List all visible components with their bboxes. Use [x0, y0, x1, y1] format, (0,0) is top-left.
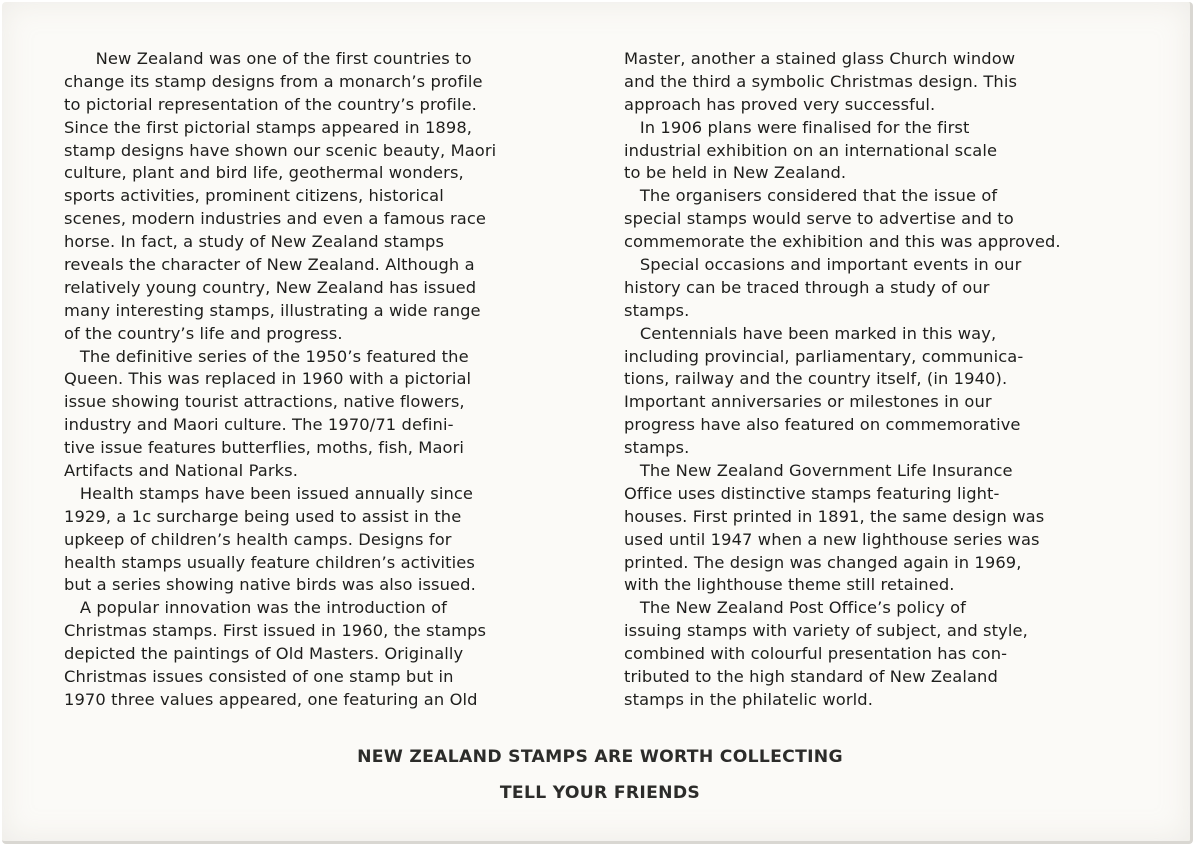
text-line: combined with colourful presentation has con- — [624, 644, 1008, 664]
text-line: tive issue features butterflies, moths, fish, Maori — [64, 438, 464, 458]
text-line: printed. The design was changed again in 1969, — [624, 552, 1022, 572]
text-line: industrial exhibition on an international scale — [624, 140, 998, 160]
text-line: sports activities, prominent citizens, historical — [64, 186, 444, 206]
text-line: Health stamps have been issued annually since — [64, 483, 474, 503]
text-line: industry and Maori culture. The 1970/71 defini- — [64, 415, 454, 435]
text-line: Special occasions and important events in our — [624, 255, 1022, 275]
text-line: many interesting stamps, illustrating a wide range — [64, 300, 481, 320]
text-line: The New Zealand Government Life Insurance — [624, 461, 1013, 481]
text-line: commemorate the exhibition and this was approved. — [624, 232, 1061, 252]
text-line: The New Zealand Post Office’s policy of — [624, 598, 966, 618]
slogan-line-2: TELL YOUR FRIENDS — [499, 783, 701, 803]
text-line: Christmas stamps. First issued in 1960, the stamps — [64, 621, 487, 641]
text-line: Queen. This was replaced in 1960 with a pictorial — [64, 369, 472, 389]
text-line: progress have also featured on commemorative — [624, 415, 1021, 435]
text-line: horse. In fact, a study of New Zealand stamps — [64, 232, 445, 252]
text-line: to pictorial representation of the country’s profile. — [64, 94, 477, 114]
text-line: stamps. — [624, 438, 690, 458]
text-line: health stamps usually feature children’s activities — [64, 552, 475, 572]
slogan-line-1: NEW ZEALAND STAMPS ARE WORTH COLLECTING — [357, 747, 843, 767]
text-line: and the third a symbolic Christmas design. This — [624, 71, 1018, 91]
text-line: issue showing tourist attractions, native flowers, — [64, 392, 465, 412]
text-line: houses. First printed in 1891, the same design was — [624, 506, 1045, 526]
text-line: tributed to the high standard of New Zealand — [624, 667, 998, 687]
text-line: Master, another a stained glass Church window — [624, 49, 1016, 68]
text-line: The definitive series of the 1950’s featured the — [64, 346, 469, 366]
text-line: approach has proved very successful. — [624, 94, 936, 114]
text-line: Christmas issues consisted of one stamp but in — [64, 667, 454, 687]
text-line: stamps in the philatelic world. — [624, 689, 873, 709]
right-text-column — [624, 48, 1061, 712]
text-line: The organisers considered that the issue of — [624, 186, 998, 206]
text-line: reveals the character of New Zealand. Although a — [64, 255, 475, 275]
text-line: scenes, modern industries and even a famous race — [64, 209, 487, 229]
text-line: history can be traced through a study of our — [624, 277, 990, 297]
text-line: of the country’s life and progress. — [64, 323, 343, 343]
text-line: tions, railway and the country itself, (in 1940). — [624, 369, 1008, 389]
text-line: A popular innovation was the introduction of — [64, 598, 447, 618]
text-line: Important anniversaries or milestones in our — [624, 392, 992, 412]
text-line: depicted the paintings of Old Masters. Originally — [64, 644, 464, 664]
text-line: issuing stamps with variety of subject, and style, — [624, 621, 1028, 641]
text-line: special stamps would serve to advertise and to — [624, 209, 1014, 229]
text-line: 1970 three values appeared, one featuring an Old — [64, 689, 478, 709]
text-line: Since the first pictorial stamps appeared in 1898, — [64, 117, 473, 137]
text-line: change its stamp designs from a monarch’s profile — [64, 71, 483, 91]
text-line: Centennials have been marked in this way, — [624, 323, 997, 343]
printed-card — [2, 2, 1193, 844]
text-line: but a series showing native birds was also issued. — [64, 575, 476, 595]
text-line: stamps. — [624, 300, 690, 320]
text-line: relatively young country, New Zealand has issued — [64, 277, 477, 297]
left-text-column — [64, 48, 496, 712]
text-line: culture, plant and bird life, geothermal wonders, — [64, 163, 464, 183]
text-line: upkeep of children’s health camps. Designs for — [64, 529, 452, 549]
text-line: including provincial, parliamentary, communica- — [624, 346, 1024, 366]
text-line: New Zealand was one of the first countries to — [64, 49, 472, 68]
text-line: stamp designs have shown our scenic beauty, Maori — [64, 140, 497, 160]
text-line: Artifacts and National Parks. — [64, 461, 299, 481]
text-line: In 1906 plans were finalised for the first — [624, 117, 970, 137]
text-line: Office uses distinctive stamps featuring light- — [624, 483, 1000, 503]
text-line: used until 1947 when a new lighthouse series was — [624, 529, 1040, 549]
text-line: 1929, a 1c surcharge being used to assist in the — [64, 506, 462, 526]
text-line: to be held in New Zealand. — [624, 163, 847, 183]
text-line: with the lighthouse theme still retained. — [624, 575, 955, 595]
